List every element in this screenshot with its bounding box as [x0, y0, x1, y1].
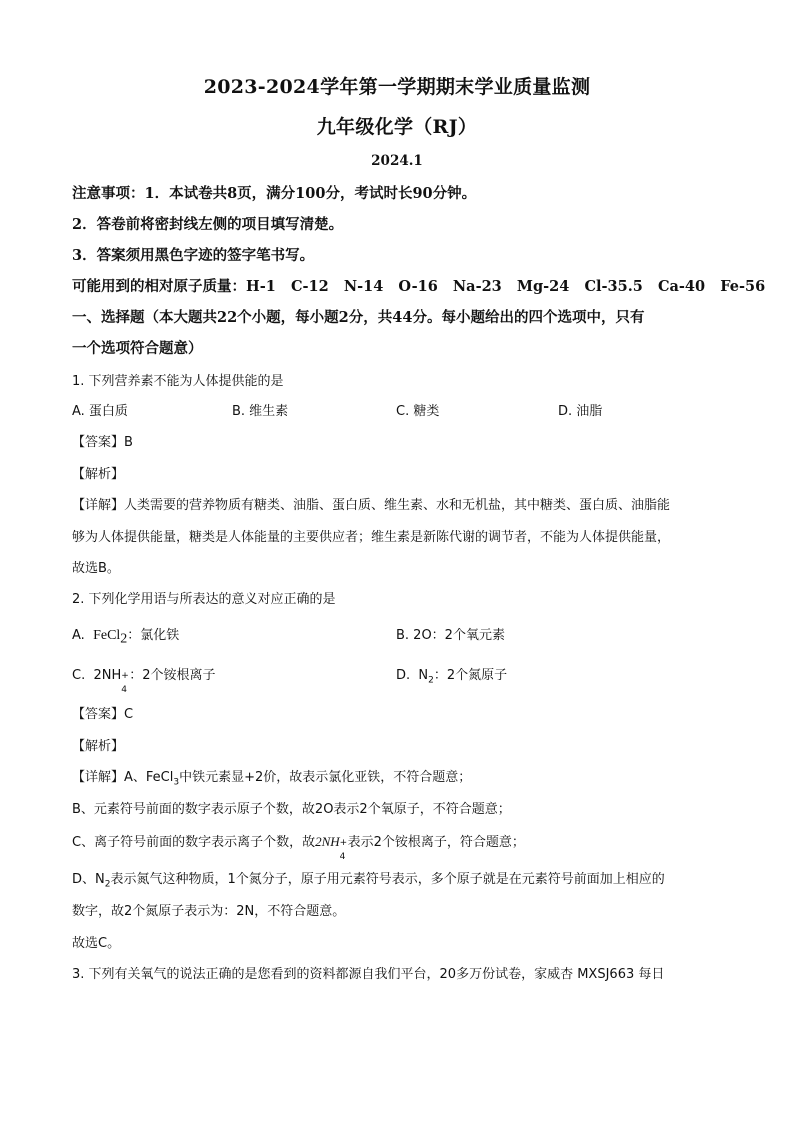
- q3-stem: 3. 下列有关氧气的说法正确的是您看到的资料都源自我们平台，20多万份试卷，家威杏 MXSJ663 每日: [72, 967, 665, 982]
- q2-conclusion: 故选C。: [72, 936, 121, 951]
- q2-detail-a: 【详解】A、FeCl$_3$中铁元素显+2价，故表示氯化亚铁，不符合题意；: [72, 770, 472, 788]
- q2-detail-b: B、元素符号前面的数字表示原子个数，故2O表示2个氧原子，不符合题意；: [72, 802, 511, 817]
- section-heading-line-2: 一个选项符合题意）: [72, 340, 203, 357]
- exam-title: 2023-2024学年第一学期期末学业质量监测: [203, 76, 591, 98]
- q1-analysis-label: 【解析】: [72, 467, 125, 482]
- q2-option-d: D. $N_2$：2个氮原子: [396, 668, 508, 686]
- q2-detail-c: C、离子符号前面的数字表示离子个数，故2NH + 4 表示2个铵根离子，符合题意；: [72, 834, 525, 862]
- q2-answer: 【答案】C: [72, 707, 134, 722]
- q1-options: [72, 400, 732, 420]
- q1-detail-line-3: 故选B。: [72, 561, 120, 576]
- q2-options-row-2: [72, 664, 732, 695]
- q1-option-a: A. 蛋白质: [72, 404, 128, 419]
- section-heading-line-1: 一、选择题（本大题共22个小题，每小题2分，共44分。每小题给出的四个选项中，只有: [72, 309, 645, 326]
- q1-option-c: C. 糖类: [396, 404, 440, 419]
- q2-option-b: B. 2O：2个氧元素: [396, 628, 505, 643]
- notes-line-2: 2．答卷前将密封线左侧的项目填写清楚。: [72, 216, 344, 233]
- q1-stem: 1. 下列营养素不能为人体提供能的是: [72, 374, 284, 389]
- atomic-masses: 可能用到的相对原子质量：H-1 C-12 N-14 O-16 Na-23 Mg-24 Cl-35.5 Ca-40 Fe-56: [72, 278, 766, 295]
- q2-detail-d-line-2: 数字，故2个氮原子表示为：2N，不符合题意。: [72, 904, 346, 919]
- q2-option-c: C. 2NH + 4 ：2个铵根离子: [72, 668, 216, 695]
- notes-line-1: 注意事项：1．本试卷共8页，满分100分，考试时长90分钟。: [72, 185, 477, 202]
- q2-detail-d: D、$N_2$表示氮气这种物质，1个氮分子，原子用元素符号表示，多个原子就是在元素符号前面加上相应的: [72, 872, 665, 890]
- q1-option-d: D. 油脂: [558, 404, 603, 419]
- notes-line-3: 3．答案须用黑色字迹的签字笔书写。: [72, 247, 315, 264]
- q1-detail-line-1: 【详解】人类需要的营养物质有糖类、油脂、蛋白质、维生素、水和无机盐，其中糖类、蛋白质、油脂能: [72, 498, 671, 513]
- exam-date: 2024.1: [371, 153, 423, 169]
- q2-option-a: A. FeCl$_2$：氯化铁: [72, 628, 180, 647]
- exam-subtitle: 九年级化学（RJ）: [316, 116, 478, 138]
- q1-answer: 【答案】B: [72, 435, 133, 450]
- q1-option-b: B. 维生素: [232, 404, 289, 419]
- q2-options-row-1: [72, 624, 732, 646]
- q2-analysis-label: 【解析】: [72, 739, 125, 754]
- q2-stem: 2. 下列化学用语与所表达的意义对应正确的是: [72, 592, 336, 607]
- q1-detail-line-2: 够为人体提供能量，糖类是人体能量的主要供应者；维生素是新陈代谢的调节者，不能为人体提供能量，: [72, 530, 671, 545]
